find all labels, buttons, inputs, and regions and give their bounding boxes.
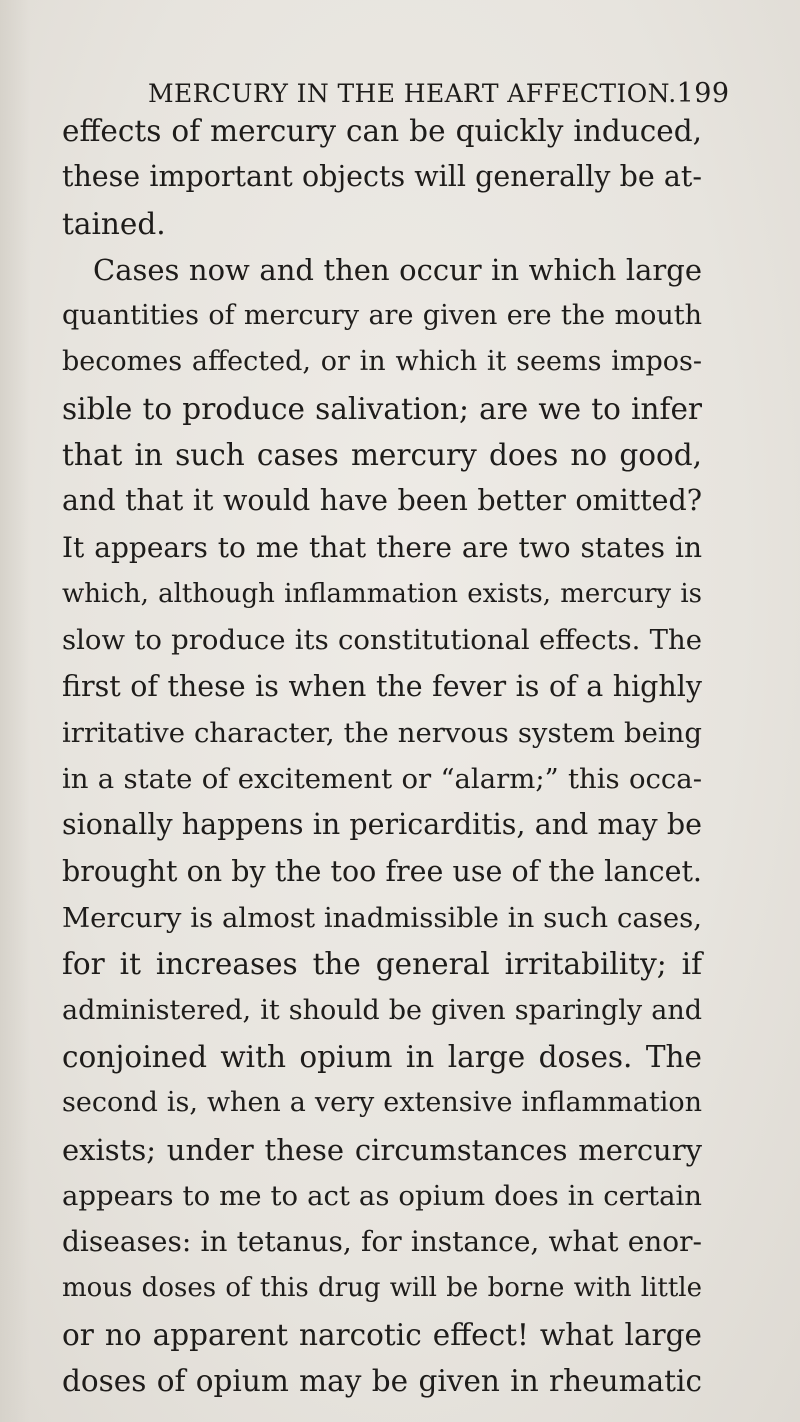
- text-line: second is, when a very extensive inflammation: [62, 1087, 702, 1119]
- text-line: quantities of mercury are given ere the mouth: [62, 300, 702, 332]
- text-line: Cases now and then occur in which large: [93, 252, 702, 287]
- text-line: irritative character, the nervous system being: [62, 716, 702, 749]
- text-line: administered, it should be given sparingly and: [62, 994, 702, 1026]
- text-line: exists; under these circumstances mercury: [62, 1132, 702, 1167]
- text-line: or no apparent narcotic effect! what large: [62, 1317, 702, 1352]
- page-number: 199: [676, 78, 730, 109]
- text-line: appears to me to act as opium does in certain: [62, 1179, 702, 1212]
- text-line: tained.: [62, 206, 166, 241]
- text-line: that in such cases mercury does no good,: [62, 438, 702, 473]
- text-line: sionally happens in pericarditis, and may be: [62, 808, 702, 842]
- text-line: brought on by the too free use of the lancet.: [62, 854, 702, 888]
- text-line: Mercury is almost inadmissible in such cases,: [62, 902, 702, 935]
- text-line: first of these is when the fever is of a highly: [62, 669, 702, 703]
- text-line: in a state of excitement or “alarm;” this occa-: [62, 763, 702, 796]
- running-head-title: MERCURY IN THE HEART AFFECTION.: [148, 79, 677, 108]
- text-line: slow to produce its constitutional effects. The: [62, 624, 702, 657]
- text-line: conjoined with opium in large doses. The: [62, 1039, 702, 1074]
- text-line: sible to produce salivation; are we to infer: [62, 391, 702, 426]
- text-line: diseases: in tetanus, for instance, what enor-: [62, 1225, 702, 1259]
- text-line: mous doses of this drug will be borne with little: [62, 1273, 702, 1304]
- text-line: effects of mercury can be quickly induced,: [62, 114, 702, 148]
- body-text: [62, 108, 702, 1404]
- text-line: and that it would have been better omitted?: [62, 484, 702, 518]
- text-line: becomes affected, or in which it seems impos-: [62, 346, 702, 378]
- text-line: these important objects will generally be at-: [62, 160, 702, 194]
- text-line: for it increases the general irritability; if: [62, 947, 702, 982]
- text-line: It appears to me that there are two states in: [62, 530, 702, 564]
- page-gutter-shadow: [0, 0, 30, 1422]
- running-head: [148, 78, 730, 109]
- text-line: which, although inflammation exists, mercury is: [62, 578, 702, 609]
- text-line: doses of opium may be given in rheumatic: [62, 1364, 702, 1399]
